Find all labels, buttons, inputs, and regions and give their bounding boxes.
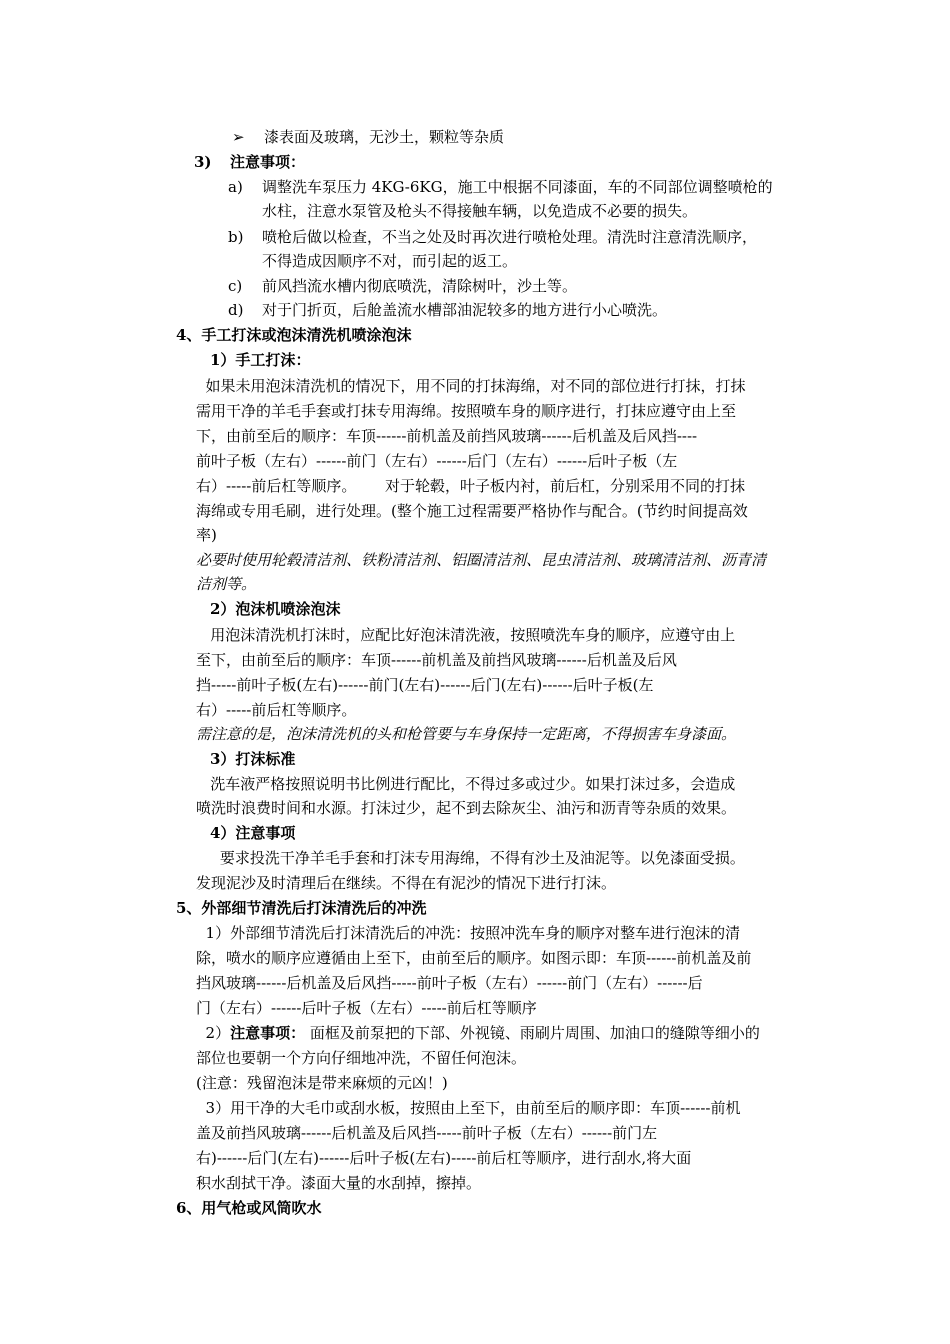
sec4-p2-line4: 右）-----前后杠等顺序。 (196, 701, 357, 719)
sec5-p1-line1: 1）外部细节清洗后打沫清洗后的冲洗：按照冲洗车身的顺序对整车进行泡沫的清 (196, 924, 741, 942)
sec5-p2-bold: 注意事项： (230, 1024, 306, 1042)
sec5-p1-line3: 挡风玻璃------后机盖及后风挡-----前叶子板（左右）------前门（左右）------后 (196, 974, 703, 992)
sec4-sub1: 1）手工打沫： (210, 351, 311, 369)
sec4-p2-line2: 至下，由前至后的顺序：车顶------前机盖及前挡风玻璃------后机盖及后风 (196, 651, 677, 669)
sec4-italic1-line2: 洁剂等。 (196, 575, 257, 593)
sec4-p2-line3: 挡-----前叶子板(左右)------前门(左右)------后门(左右)------后叶子板(左 (196, 676, 654, 694)
s3-a-line2: 水柱，注意水泵管及枪头不得接触车辆，以免造成不必要的损失。 (262, 202, 698, 220)
sec5-note: (注意：残留泡沫是带来麻烦的元凶！) (196, 1074, 448, 1092)
sec4-sub4: 4）注意事项 (210, 824, 296, 842)
sec5-heading: 5、外部细节清洗后打沫清洗后的冲洗 (176, 899, 427, 917)
s3-number: 3) (194, 153, 212, 171)
sec4-italic2: 需注意的是，泡沫清洗机的头和枪管要与车身保持一定距离，不得损害车身漆面。 (196, 725, 737, 743)
sec4-p3-line1: 洗车液严格按照说明书比例进行配比，不得过多或过少。如果打沫过多，会造成 (196, 775, 736, 793)
sec4-p4-line2: 发现泥沙及时清理后在继续。不得在有泥沙的情况下进行打沫。 (196, 874, 617, 892)
sec5-p2-line2: 部位也要朝一个方向仔细地冲洗，不留任何泡沫。 (196, 1049, 527, 1067)
sec4-heading: 4、手工打沫或泡沫清洗机喷涂泡沫 (176, 326, 412, 344)
bullet-arrow-icon: ➢ (232, 128, 245, 146)
sec5-p1-line2: 除，喷水的顺序应遵循由上至下，由前至后的顺序。如图示即：车顶------前机盖及前 (196, 949, 752, 967)
bullet-text: 漆表面及玻璃，无沙土，颗粒等杂质 (264, 128, 505, 146)
sec5-p3-line2: 盖及前挡风玻璃------后机盖及后风挡-----前叶子板（左右）------前门左 (196, 1124, 658, 1142)
sec5-p2-line1 (196, 1022, 760, 1044)
sec4-sub2: 2）泡沫机喷涂泡沫 (210, 600, 341, 618)
s3-title: 注意事项： (230, 153, 306, 171)
sec4-p1-line7: 率) (196, 526, 217, 544)
sec4-p1-line6: 海绵或专用毛刷，进行处理。(整个施工过程需要严格协作与配合。(节约时间提高效 (196, 502, 748, 520)
s3-a-mark: a) (228, 178, 243, 196)
sec5-p2-prefix: 2） (196, 1024, 231, 1042)
sec4-p1-line5: 右）-----前后杠等顺序。 对于轮毂，叶子板内衬，前后杠，分别采用不同的打抹 (196, 477, 745, 495)
sec4-p1-line3: 下，由前至后的顺序：车顶------前机盖及前挡风玻璃------后机盖及后风挡---- (196, 427, 698, 445)
s3-b-mark: b) (228, 228, 244, 246)
sec4-p3-line2: 喷洗时浪费时间和水源。打沫过少，起不到去除灰尘、油污和沥青等杂质的效果。 (196, 799, 737, 817)
sec6-heading: 6、用气枪或风筒吹水 (176, 1199, 322, 1217)
sec5-p2-text: 面框及前泵把的下部、外视镜、雨刷片周围、加油口的缝隙等细小的 (305, 1024, 760, 1042)
s3-b-line2: 不得造成因顺序不对，而引起的返工。 (262, 252, 518, 270)
sec5-p3-line4: 积水刮拭干净。漆面大量的水刮掉，擦掉。 (196, 1174, 482, 1192)
s3-c-mark: c) (228, 277, 243, 295)
sec4-p4-line1: 要求投洗干净羊毛手套和打沫专用海绵，不得有沙土及油泥等。以免漆面受损。 (196, 849, 745, 867)
sec4-p1-line2: 需用干净的羊毛手套或打抹专用海绵。按照喷车身的顺序进行，打抹应遵守由上至 (196, 402, 737, 420)
s3-a-line1: 调整洗车泵压力 4KG-6KG，施工中根据不同漆面，车的不同部位调整喷枪的 (262, 178, 773, 196)
s3-b-line1: 喷枪后做以检查，不当之处及时再次进行喷枪处理。清洗时注意清洗顺序， (262, 228, 758, 246)
sec4-p2-line1: 用泡沫清洗机打沫时，应配比好泡沫清洗液，按照喷洗车身的顺序，应遵守由上 (196, 626, 736, 644)
sec4-p1-line4: 前叶子板（左右）------前门（左右）------后门（左右）------后叶子板（左 (196, 452, 678, 470)
sec4-p1-line1: 如果未用泡沫清洗机的情况下，用不同的打抹海绵，对不同的部位进行打抹，打抹 (196, 377, 746, 395)
s3-d-mark: d) (228, 301, 244, 319)
s3-d-text: 对于门折页，后舱盖流水槽部油泥较多的地方进行小心喷洗。 (262, 301, 668, 319)
sec5-p3-line1: 3）用干净的大毛巾或刮水板，按照由上至下，由前至后的顺序即：车顶------前机 (196, 1099, 741, 1117)
sec4-sub3: 3）打沫标准 (210, 750, 296, 768)
sec5-p1-line4: 门（左右）------后叶子板（左右）-----前后杠等顺序 (196, 999, 537, 1017)
sec5-p3-line3: 右)------后门(左右)------后叶子板(左右)-----前后杠等顺序，进行刮水,将大面 (196, 1149, 692, 1167)
s3-c-text: 前风挡流水槽内彻底喷洗，清除树叶，沙土等。 (262, 277, 578, 295)
sec4-italic1-line1: 必要时使用轮毂清洁剂、铁粉清洁剂、铝圈清洁剂、昆虫清洁剂、玻璃清洁剂、沥青清 (196, 551, 767, 569)
